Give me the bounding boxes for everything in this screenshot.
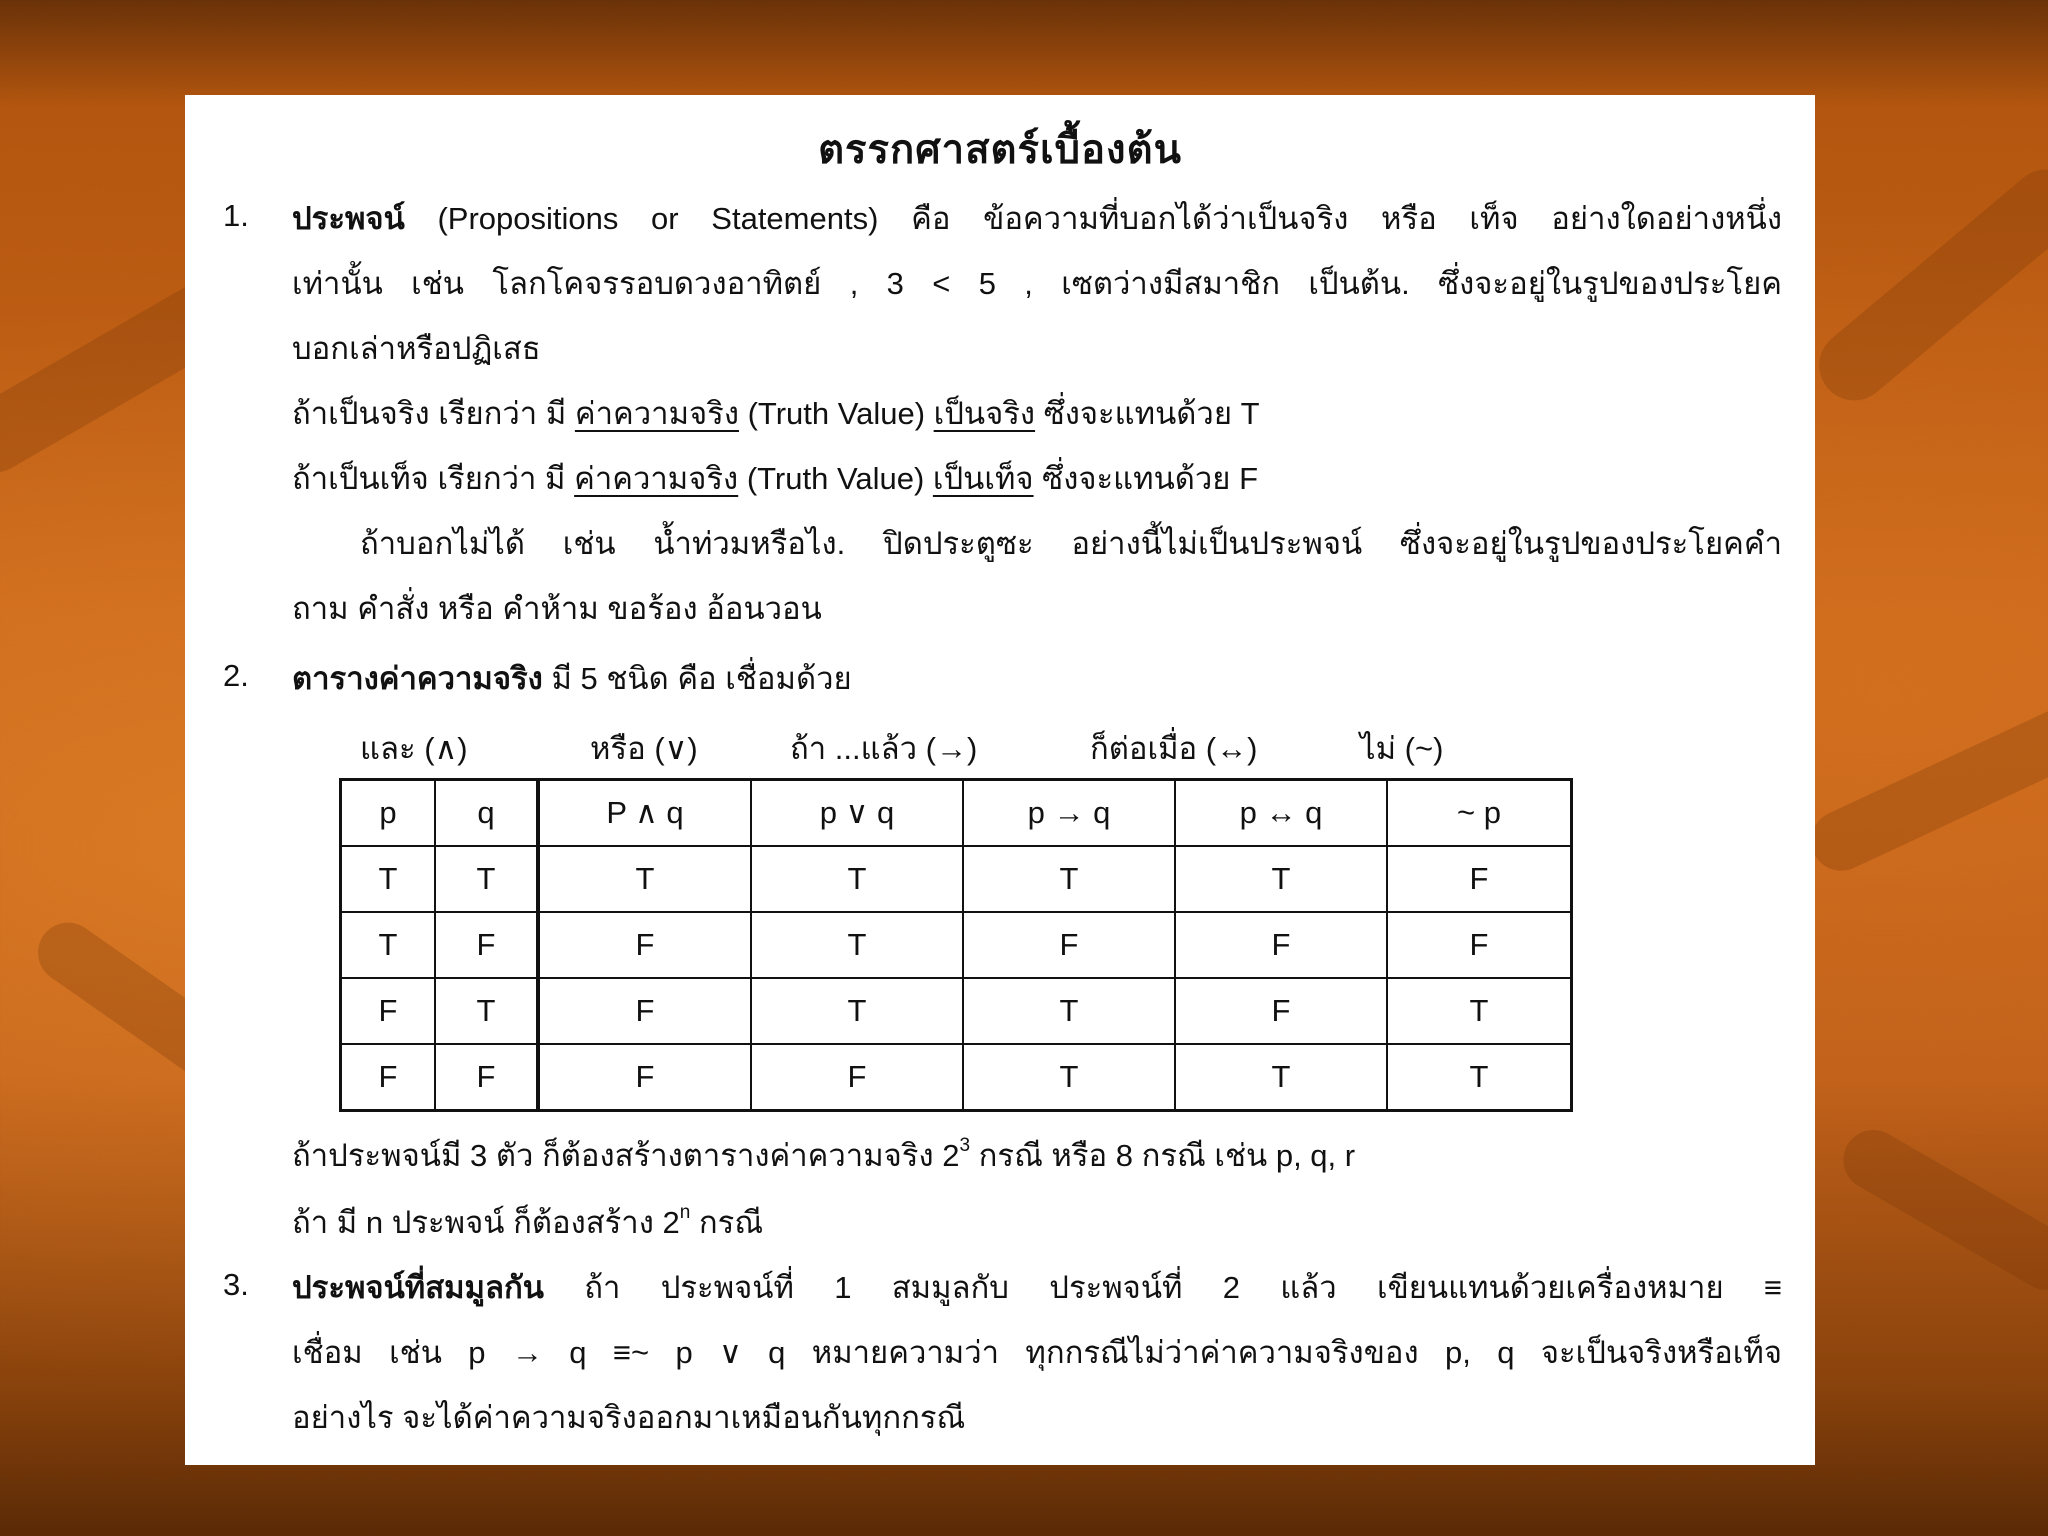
- section-3-line-1: [292, 1262, 1782, 1312]
- note-1-exponent: 3: [959, 1135, 971, 1156]
- is-true-term: เป็นจริง: [933, 396, 1036, 431]
- false-line-prefix: ถ้าเป็นเท็จ เรียกว่า มี: [292, 461, 575, 496]
- section-1-number: 1.: [223, 198, 249, 233]
- section-1-line-1: [292, 193, 1782, 243]
- section-1-line-1-text: (Propositions or Statements) คือ ข้อความที่บอกได้ว่าเป็นจริง หรือ เท็จ อย่างใดอย่างหนึ่ง: [404, 201, 1782, 236]
- section-1-heading: ประพจน์: [292, 201, 405, 236]
- column-header: p → q: [963, 780, 1175, 847]
- section-1-false-line: [292, 453, 1258, 503]
- section-1-line-7: ถาม คำสั่ง หรือ คำห้าม ขอร้อง อ้อนวอน: [292, 591, 822, 626]
- table-cell: F: [341, 1044, 436, 1111]
- section-2-note-1: [292, 1130, 1355, 1180]
- truth-value-english: (Truth Value): [738, 461, 933, 496]
- truth-value-term: ค่าความจริง: [574, 396, 739, 431]
- table-cell: T: [435, 978, 538, 1044]
- section-2-heading-text: มี 5 ชนิด คือ เชื่อมด้วย: [542, 661, 852, 696]
- section-2-number: 2.: [223, 658, 249, 693]
- section-3-line-1-text: ถ้า ประพจน์ที่ 1 สมมูลกับ ประพจน์ที่ 2 แล้ว เขียนแทนด้วยเครื่องหมาย ≡: [543, 1270, 1782, 1305]
- table-cell: T: [751, 912, 963, 978]
- truth-value-term: ค่าความจริง: [574, 461, 739, 496]
- connective-not: ไม่ (~): [1360, 731, 1444, 766]
- table-cell: T: [751, 978, 963, 1044]
- document-page: [185, 95, 1815, 1465]
- background-stroke: [1805, 155, 2048, 414]
- section-1-line-3: บอกเล่าหรือปฏิเสธ: [292, 331, 541, 366]
- table-cell: F: [538, 1044, 751, 1111]
- table-cell: T: [435, 846, 538, 912]
- table-cell: F: [1175, 912, 1387, 978]
- table-cell: F: [435, 1044, 538, 1111]
- connective-implies: ถ้า ...แล้ว (→): [790, 731, 978, 766]
- connectives-row: [360, 723, 1510, 767]
- table-cell: T: [1387, 978, 1572, 1044]
- table-header-row: [341, 780, 1572, 847]
- table-row: [341, 846, 1572, 912]
- section-3-line-2: เชื่อม เช่น p → q ≡~ p ∨ q หมายความว่า ทุกกรณีไม่ว่าค่าความจริงของ p, q จะเป็นจริงหรือเท็จ: [292, 1335, 1782, 1370]
- truth-value-english: (Truth Value): [738, 396, 934, 431]
- note-1-text: ถ้าประพจน์มี 3 ตัว ก็ต้องสร้างตารางค่าความจริง 2: [292, 1138, 960, 1173]
- table-cell: F: [751, 1044, 963, 1111]
- connective-and: และ (∧): [360, 731, 468, 766]
- column-header: p ↔ q: [1175, 780, 1387, 847]
- table-cell: T: [963, 978, 1175, 1044]
- column-header: ~ p: [1387, 780, 1572, 847]
- table-cell: F: [963, 912, 1175, 978]
- table-cell: F: [341, 978, 436, 1044]
- column-header: p: [341, 780, 436, 847]
- table-cell: F: [538, 978, 751, 1044]
- connective-or: หรือ (∨): [590, 731, 698, 766]
- section-1-true-line: [292, 388, 1260, 438]
- table-cell: F: [435, 912, 538, 978]
- truth-table: [339, 778, 1573, 1112]
- table-cell: T: [341, 846, 436, 912]
- table-row: [341, 978, 1572, 1044]
- table-cell: T: [1175, 1044, 1387, 1111]
- column-header: q: [435, 780, 538, 847]
- section-2-heading-line: [292, 653, 852, 703]
- true-line-prefix: ถ้าเป็นจริง เรียกว่า มี: [292, 396, 575, 431]
- section-1-line-6: ถ้าบอกไม่ได้ เช่น น้ำท่วมหรือไง. ปิดประตูซะ อย่างนี้ไม่เป็นประพจน์ ซึ่งจะอยู่ในรูปของประโยคคำ: [360, 526, 1782, 561]
- table-cell: F: [1387, 912, 1572, 978]
- table-cell: T: [963, 846, 1175, 912]
- true-line-suffix: ซึ่งจะแทนด้วย T: [1035, 396, 1260, 431]
- table-cell: F: [1175, 978, 1387, 1044]
- table-cell: T: [341, 912, 436, 978]
- section-1-line-2: เท่านั้น เช่น โลกโคจรรอบดวงอาทิตย์ , 3 < 5 , เซตว่างมีสมาชิก เป็นต้น. ซึ่งจะอยู่ในรูปของประโยค: [292, 266, 1782, 301]
- table-cell: T: [1387, 1044, 1572, 1111]
- section-3-line-3: อย่างไร จะได้ค่าความจริงออกมาเหมือนกันทุกกรณี: [292, 1400, 966, 1435]
- connective-iff: ก็ต่อเมื่อ (↔): [1090, 731, 1258, 766]
- section-2-heading: ตารางค่าความจริง: [292, 661, 543, 696]
- note-2-text-end: กรณี: [690, 1205, 764, 1240]
- section-3-heading: ประพจน์ที่สมมูลกัน: [292, 1270, 544, 1305]
- background-stroke: [1801, 699, 2048, 880]
- table-cell: T: [538, 846, 751, 912]
- column-header: p ∨ q: [751, 780, 963, 847]
- table-cell: F: [1387, 846, 1572, 912]
- table-cell: T: [751, 846, 963, 912]
- note-2-exponent: n: [679, 1202, 691, 1223]
- false-line-suffix: ซึ่งจะแทนด้วย F: [1033, 461, 1259, 496]
- column-header: P ∧ q: [538, 780, 751, 847]
- is-false-term: เป็นเท็จ: [932, 461, 1034, 496]
- table-row: [341, 1044, 1572, 1111]
- note-2-text: ถ้า มี n ประพจน์ ก็ต้องสร้าง 2: [292, 1205, 680, 1240]
- background-stroke: [1832, 1119, 2048, 1301]
- table-cell: F: [538, 912, 751, 978]
- section-3-number: 3.: [223, 1267, 249, 1302]
- note-1-text-end: กรณี หรือ 8 กรณี เช่น p, q, r: [970, 1138, 1356, 1173]
- table-cell: T: [963, 1044, 1175, 1111]
- page-title: ตรรกศาสตร์เบื้องต้น: [818, 128, 1182, 172]
- table-cell: T: [1175, 846, 1387, 912]
- table-row: [341, 912, 1572, 978]
- section-2-note-2: [292, 1197, 763, 1247]
